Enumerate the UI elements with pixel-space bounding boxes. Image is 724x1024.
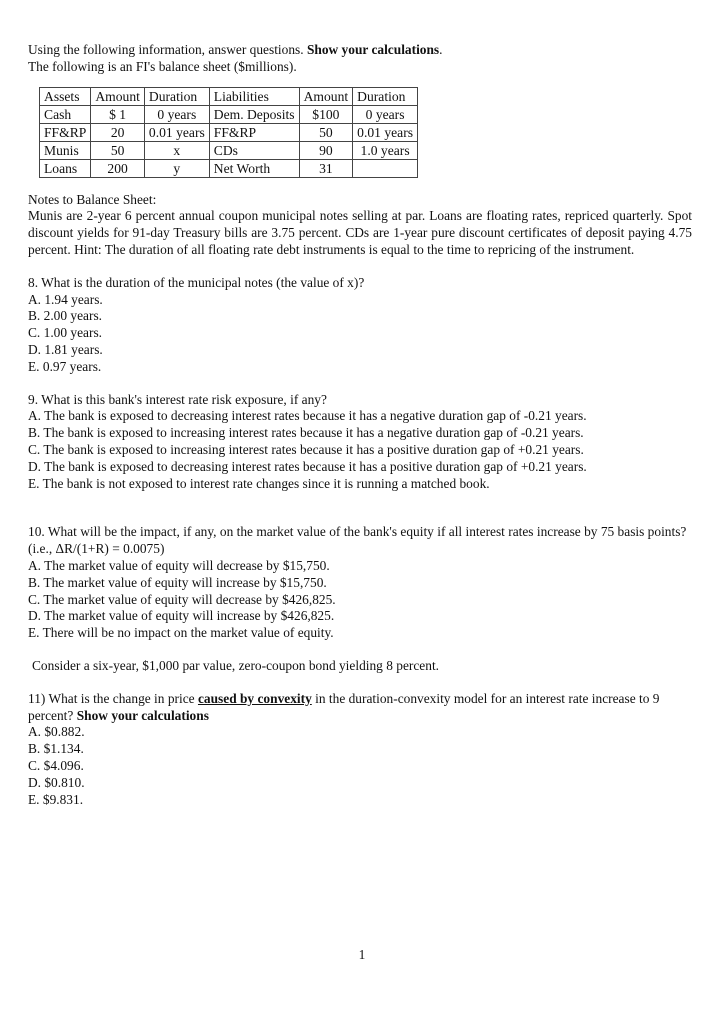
table-header-row [40, 87, 418, 105]
table-cell: 50 [299, 123, 353, 141]
table-cell: 200 [91, 159, 145, 177]
balance-sheet-notes [28, 192, 692, 259]
bond-scenario: Consider a six-year, $1,000 par value, zero-coupon bond yielding 8 percent. [32, 657, 440, 673]
table-cell [353, 159, 418, 177]
answer-options [28, 408, 692, 492]
document-page [28, 42, 692, 808]
table-cell: 1.0 years [353, 141, 418, 159]
table-cell: Cash [40, 105, 91, 123]
question-text: 10. What will be the impact, if any, on the market value of the bank's equity if all interest rates increase by 75 basis points? (i.e., ΔR/(1+R) = 0.0075) [28, 524, 687, 557]
table-cell: Munis [40, 141, 91, 159]
table-cell: $100 [299, 105, 353, 123]
answer-options [28, 724, 692, 808]
table-cell: 20 [91, 123, 145, 141]
answer-option: C. The bank is exposed to increasing interest rates because it has a positive duration gap of +0.21 years. [28, 441, 584, 457]
table-row [40, 123, 418, 141]
answer-option: B. 2.00 years. [28, 308, 103, 324]
header-assets: Assets [40, 87, 91, 105]
answer-option: B. The bank is exposed to increasing interest rates because it has a negative duration gap of -0.21 years. [28, 425, 584, 441]
table-cell: FF&RP [40, 123, 91, 141]
answer-option: C. The market value of equity will decrease by $426,825. [28, 591, 336, 607]
table-cell: x [144, 141, 209, 159]
header-amount: Amount [299, 87, 353, 105]
table-cell: Loans [40, 159, 91, 177]
answer-option: A. The bank is exposed to decreasing interest rates because it has a negative duration gap of -0.21 years. [28, 408, 587, 424]
answer-option: D. The market value of equity will increase by $426,825. [28, 608, 335, 624]
table-cell: 90 [299, 141, 353, 159]
table-cell: Net Worth [209, 159, 299, 177]
question-bold-instruction: Show your calculations [76, 707, 209, 723]
table-cell: 50 [91, 141, 145, 159]
table-cell: Dem. Deposits [209, 105, 299, 123]
table-cell: CDs [209, 141, 299, 159]
balance-sheet-table [39, 87, 418, 178]
intro-text: Using the following information, answer questions. [28, 42, 304, 57]
answer-option: E. 0.97 years. [28, 358, 102, 374]
answer-option: B. The market value of equity will increase by $15,750. [28, 574, 327, 590]
intro [28, 42, 692, 76]
answer-option: E. The bank is not exposed to interest rate changes since it is running a matched book. [28, 475, 490, 491]
answer-option: A. $0.882. [28, 724, 85, 740]
answer-option: B. $1.134. [28, 741, 84, 757]
question-emphasis: caused by convexity [197, 690, 312, 706]
table-cell: 31 [299, 159, 353, 177]
table-cell: $ 1 [91, 105, 145, 123]
notes-title: Notes to Balance Sheet: [28, 191, 157, 207]
header-liabilities: Liabilities [209, 87, 299, 105]
question-8 [28, 275, 692, 376]
answer-option: D. 1.81 years. [28, 341, 103, 357]
header-duration: Duration [144, 87, 209, 105]
question-text-part: 11) What is the change in price [28, 690, 195, 706]
question-text-part: in the duration-convexity model for an interest rate increase to 9 percent? [28, 690, 660, 723]
answer-option: C. $4.096. [28, 757, 84, 773]
question-text [28, 691, 692, 725]
table-row [40, 141, 418, 159]
table-cell: FF&RP [209, 123, 299, 141]
answer-option: E. $9.831. [28, 791, 84, 807]
question-9 [28, 392, 692, 493]
table-cell: 0.01 years [144, 123, 209, 141]
table-cell: 0 years [144, 105, 209, 123]
page-number: 1 [358, 947, 366, 962]
question-11 [28, 691, 692, 809]
answer-options [28, 558, 692, 642]
question-text: 9. What is this bank's interest rate risk exposure, if any? [28, 391, 327, 407]
table-cell: 0.01 years [353, 123, 418, 141]
notes-text: Munis are 2-year 6 percent annual coupon municipal notes selling at par. Loans are floating rates, repriced quarterly. Spot discount yields for 91-day Treasury bills are 3.75 percent. CDs are 1-year pure discount certificates of deposit paying 4.75 percent. Hint: The duration of all floating rate debt instruments is equal to the time to repricing of the instrument. [28, 208, 692, 257]
answer-option: D. The bank is exposed to decreasing interest rates because it has a positive duration gap of +0.21 years. [28, 458, 587, 474]
intro-period: . [439, 42, 443, 57]
answer-option: A. The market value of equity will decrease by $15,750. [28, 557, 330, 573]
header-duration: Duration [353, 87, 418, 105]
table-row [40, 159, 418, 177]
intro-line-1 [28, 42, 692, 59]
question-text: 8. What is the duration of the municipal notes (the value of x)? [28, 274, 365, 290]
question-10 [28, 524, 692, 642]
answer-options [28, 292, 692, 376]
intro-line-2: The following is an FI's balance sheet ($millions). [28, 58, 297, 74]
answer-option: A. 1.94 years. [28, 291, 103, 307]
table-cell: 0 years [353, 105, 418, 123]
answer-option: D. $0.810. [28, 774, 85, 790]
intro-bold-instruction: Show your calculations [306, 42, 440, 57]
table-cell: y [144, 159, 209, 177]
answer-option: C. 1.00 years. [28, 325, 103, 341]
table-row [40, 105, 418, 123]
answer-option: E. There will be no impact on the market value of equity. [28, 625, 334, 641]
header-amount: Amount [91, 87, 145, 105]
